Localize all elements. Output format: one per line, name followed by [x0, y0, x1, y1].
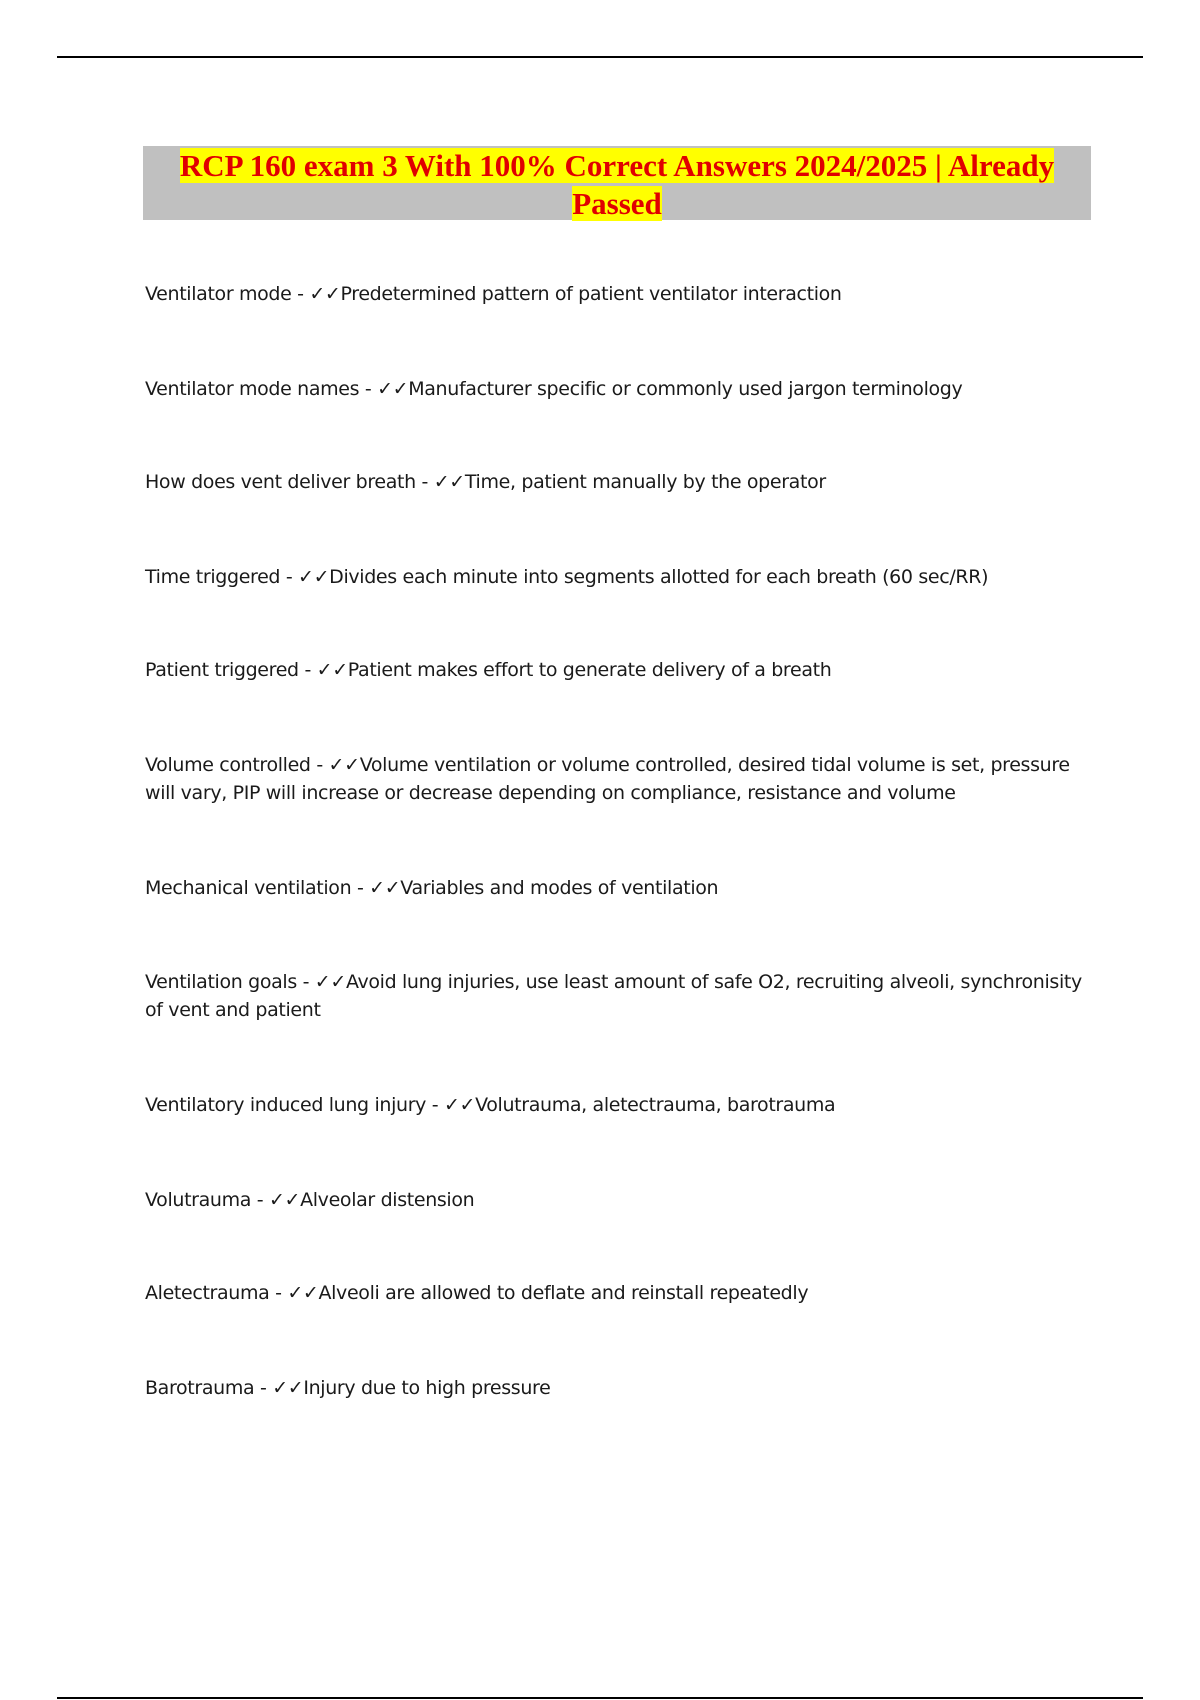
top-rule	[57, 56, 1143, 58]
double-check-icon: ✓✓	[309, 283, 341, 305]
qa-term: Aletectrauma	[145, 1282, 270, 1304]
qa-item	[145, 1374, 1085, 1402]
double-check-icon: ✓✓	[287, 1282, 319, 1304]
qa-definition: Manufacturer specific or commonly used jargon terminology	[408, 378, 963, 400]
qa-item	[145, 1091, 1085, 1119]
double-check-icon: ✓✓	[272, 1377, 304, 1399]
qa-separator: -	[269, 1282, 288, 1304]
qa-separator: -	[254, 1377, 273, 1399]
qa-item	[145, 468, 1085, 496]
qa-term: Time triggered	[145, 566, 281, 588]
qa-definition: Volume ventilation or volume controlled, desired tidal volume is set, pressure will vary, PIP will increase or decrease depending on compliance, resistance and volume	[145, 754, 1070, 804]
qa-term: Volume controlled	[145, 754, 311, 776]
page-title: RCP 160 exam 3 With 100% Correct Answers 2024/2025 | Already Passed	[179, 148, 1055, 221]
qa-item	[145, 1279, 1085, 1307]
double-check-icon: ✓✓	[328, 754, 360, 776]
double-check-icon: ✓✓	[443, 1094, 476, 1116]
qa-separator: -	[298, 659, 317, 681]
qa-definition: Alveolar distension	[300, 1189, 475, 1211]
double-check-icon: ✓✓	[377, 378, 409, 400]
qa-separator: -	[280, 566, 299, 588]
qa-separator: -	[251, 1189, 269, 1211]
double-check-icon: ✓✓	[268, 1189, 301, 1211]
qa-term: Volutrauma	[145, 1189, 252, 1211]
qa-definition: Patient makes effort to generate delivery of a breath	[347, 659, 832, 681]
qa-definition: Alveoli are allowed to deflate and reinstall repeatedly	[318, 1282, 809, 1304]
qa-definition: Avoid lung injuries, use least amount of safe O2, recruiting alveoli, synchronisity of vent and patient	[145, 971, 1082, 1021]
qa-term: Mechanical ventilation	[145, 877, 352, 899]
qa-separator: -	[359, 378, 378, 400]
qa-separator: -	[426, 1094, 444, 1116]
title-band	[143, 146, 1091, 220]
double-check-icon: ✓✓	[298, 566, 330, 588]
qa-item	[145, 968, 1085, 1024]
bottom-rule	[57, 1697, 1143, 1699]
qa-definition: Predetermined pattern of patient ventilator interaction	[340, 283, 842, 305]
qa-separator: -	[415, 471, 434, 493]
qa-item	[145, 874, 1085, 902]
qa-definition: Injury due to high pressure	[303, 1377, 551, 1399]
qa-definition: Variables and modes of ventilation	[400, 877, 719, 899]
qa-item	[145, 751, 1085, 807]
qa-separator: -	[351, 877, 370, 899]
double-check-icon: ✓✓	[433, 471, 465, 493]
qa-separator: -	[296, 971, 315, 993]
qa-separator: -	[291, 283, 310, 305]
qa-definition: Divides each minute into segments allotted for each breath (60 sec/RR)	[329, 566, 989, 588]
qa-item	[145, 280, 1085, 308]
qa-item	[145, 1186, 1085, 1214]
qa-separator: -	[310, 754, 329, 776]
qa-term: Ventilation goals	[145, 971, 297, 993]
qa-item	[145, 563, 1085, 591]
double-check-icon: ✓✓	[369, 877, 401, 899]
double-check-icon: ✓✓	[314, 971, 346, 993]
qa-term: Barotrauma	[145, 1377, 255, 1399]
qa-definition: Volutrauma, aletectrauma, barotrauma	[475, 1094, 836, 1116]
qa-term: Patient triggered	[145, 659, 299, 681]
qa-item	[145, 656, 1085, 684]
qa-term: Ventilator mode names	[145, 378, 360, 400]
qa-term: Ventilator mode	[145, 283, 292, 305]
qa-definition: Time, patient manually by the operator	[464, 471, 826, 493]
qa-term: Ventilatory induced lung injury	[145, 1094, 427, 1116]
double-check-icon: ✓✓	[316, 659, 348, 681]
qa-term: How does vent deliver breath	[145, 471, 416, 493]
qa-item	[145, 375, 1085, 403]
